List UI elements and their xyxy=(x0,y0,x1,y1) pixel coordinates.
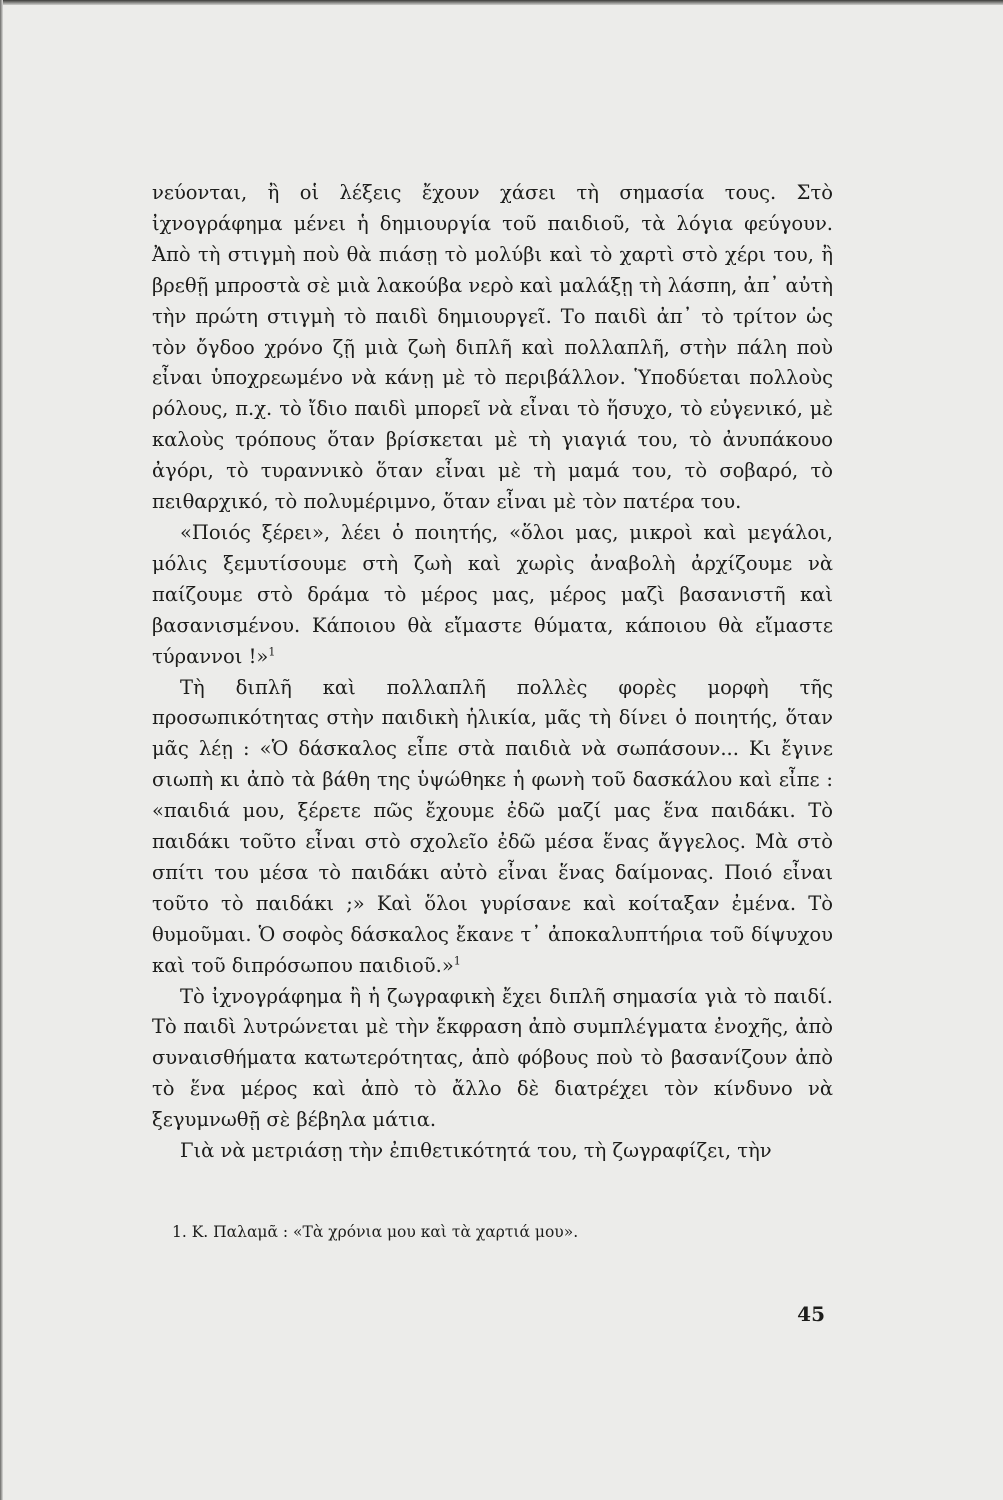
paragraph-1: νεύονται, ἢ οἱ λέξεις ἔχουν χάσει τὴ σημασία τους. Στὸ ἰχνογράφημα μένει ἡ δημιουργία τοῦ παιδιοῦ, τὰ λόγια φεύγουν. Ἀπὸ τὴ στιγμὴ ποὺ θὰ πιάσῃ τὸ μολύβι καὶ τὸ χαρτὶ στὸ χέρι του, ἢ βρεθῇ μπροστὰ σὲ μιὰ λακούβα νερὸ καὶ μαλάξῃ τὴ λάσπη, ἀπ᾽ αὐτὴ τὴν πρώτη στιγμὴ τὸ παιδὶ δημιουργεῖ. Το παιδὶ ἀπ᾽ τὸ τρίτον ὡς τὸν ὄγδοο χρόνο ζῇ μιὰ ζωὴ διπλῆ καὶ πολλαπλῆ, στὴν πάλη ποὺ εἶναι ὑποχρεωμένο νὰ κάνῃ μὲ τὸ περιβάλλον. Ὑποδύεται πολλοὺς ρόλους, π.χ. τὸ ἴδιο παιδὶ μπορεῖ νὰ εἶναι τὸ ἥσυχο, τὸ εὐγενικό, μὲ καλοὺς τρόπους ὅταν βρίσκεται μὲ τὴ γιαγιά του, τὸ ἀνυπάκουο ἀγόρι, τὸ τυραννικὸ ὅταν εἶναι μὲ τὴ μαμά του, τὸ σοβαρό, τὸ πειθαρχικό, τὸ πολυμέριμνο, ὅταν εἶναι μὲ τὸν πατέρα του. xyxy=(152,181,833,514)
footnote-marker: 1 xyxy=(268,645,276,659)
paragraph-5: Γιὰ νὰ μετριάσῃ τὴν ἐπιθετικότητά του, τὴ ζωγραφίζει, τὴν xyxy=(180,1139,772,1163)
paragraph-2: «Ποιός ξέρει», λέει ὁ ποιητής, «ὅλοι μας, μικροὶ καὶ μεγάλοι, μόλις ξεμυτίσουμε στὴ ζωὴ καὶ χωρὶς ἀναβολὴ ἀρχίζουμε νὰ παίζουμε στὸ δράμα τὸ μέρος μας, μέρος μαζὶ βασανιστῆ καὶ βασανισμένου. Κάποιου θὰ εἴμαστε θύματα, κάποιου θὰ εἴμαστε τύραννοι !»$^1$ xyxy=(152,520,833,668)
body-text xyxy=(152,178,833,1167)
footnote: 1. Κ. Παλαμᾶ : «Τὰ χρόνια μου καὶ τὰ χαρτιά μου». xyxy=(172,1223,579,1241)
page-number: 45 xyxy=(797,1302,825,1326)
paragraph-4: Τὸ ἰχνογράφημα ἢ ἡ ζωγραφικὴ ἔχει διπλῆ σημασία γιὰ τὸ παιδί. Τὸ παιδὶ λυτρώνεται μὲ τὴν ἔκφραση ἀπὸ συμπλέγματα ἐνοχῆς, ἀπὸ συναισθήματα κατωτερότητας, ἀπὸ φόβους ποὺ τὸ βασανίζουν ἀπὸ τὸ ἕνα μέρος καὶ ἀπὸ τὸ ἄλλο δὲ διατρέχει τὸν κίνδυνο νὰ ξεγυμνωθῇ σὲ βέβηλα μάτια. xyxy=(152,984,833,1132)
scan-top-edge xyxy=(0,0,1003,5)
scan-left-edge xyxy=(0,0,3,1500)
footnote-marker: 1 xyxy=(453,954,461,968)
paragraph-3: Τὴ διπλῆ καὶ πολλαπλῆ πολλὲς φορὲς μορφὴ τῆς προσωπικότητας στὴν παιδικὴ ἡλικία, μᾶς τὴ δίνει ὁ ποιητής, ὅταν μᾶς λέῃ : «Ὁ δάσκαλος εἶπε στὰ παιδιὰ νὰ σωπάσουν... Κι ἔγινε σιωπὴ κι ἀπὸ τὰ βάθη της ὑψώθηκε ἡ φωνὴ τοῦ δασκάλου καὶ εἶπε : «παιδιά μου, ξέρετε πῶς ἔχουμε ἐδῶ μαζί μας ἕνα παιδάκι. Τὸ παιδάκι τοῦτο εἶναι στὸ σχολεῖο ἐδῶ μέσα ἕνας ἄγγελος. Μὰ στὸ σπίτι του μέσα τὸ παιδάκι αὐτὸ εἶναι ἕνας δαίμονας. Ποιό εἶναι τοῦτο τὸ παιδάκι ;» Καὶ ὅλοι γυρίσανε καὶ κοίταξαν ἐμένα. Τὸ θυμοῦμαι. Ὁ σοφὸς δάσκαλος ἔκανε τ᾽ ἀποκαλυπτήρια τοῦ δίψυχου καὶ τοῦ διπρόσωπου παιδιοῦ.»$^1$ xyxy=(152,675,833,977)
